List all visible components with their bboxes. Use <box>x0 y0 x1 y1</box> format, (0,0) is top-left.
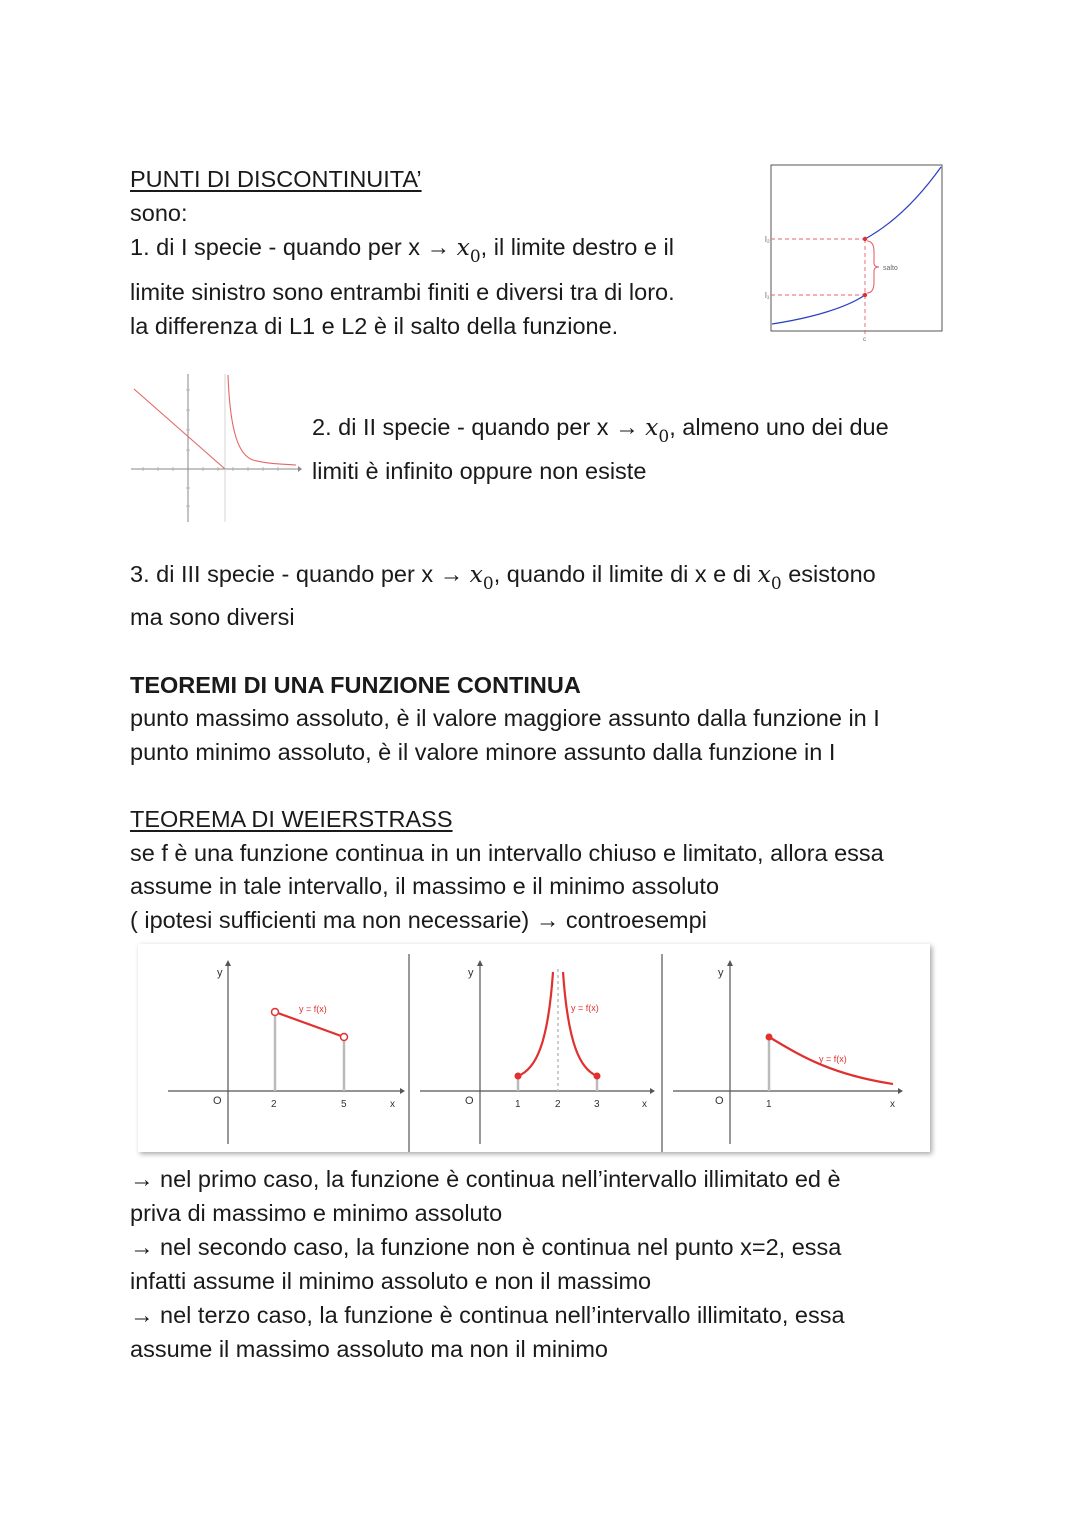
tick-1: 1 <box>515 1099 521 1110</box>
y-axis-label: y <box>468 967 474 979</box>
counterexample-graphs <box>138 944 930 1152</box>
item3-line2: ma sono diversi <box>130 604 295 630</box>
item2-line2: limiti è infinito oppure non esiste <box>312 458 647 484</box>
min-definition: punto minimo assoluto, è il valore minore assunto dalla funzione in I <box>130 739 836 765</box>
jump-discontinuity-figure <box>756 160 951 345</box>
y-axis-label: y <box>718 967 724 979</box>
tick-5: 5 <box>341 1099 347 1110</box>
item1-line1: 1. di I specie - quando per $x \to x_0$, il limite destro e il <box>130 233 674 267</box>
intro-text: sono: <box>130 200 188 226</box>
second-kind-figure <box>128 370 303 530</box>
tick-2: 2 <box>271 1099 277 1110</box>
note-2-line2: infatti assume il minimo assoluto e non il massimo <box>130 1268 652 1294</box>
x-axis-label: x <box>390 1099 395 1110</box>
tick-2: 2 <box>555 1099 561 1110</box>
function-label: y = f(x) <box>299 1004 327 1014</box>
item1-line3: la differenza di L1 e L2 è il salto della funzione. <box>130 313 619 339</box>
item2-line1: 2. di II specie - quando per $x \to x_0$, almeno uno dei due <box>312 413 889 447</box>
weierstrass-line1: se f è una funzione continua in un intervallo chiuso e limitato, allora essa <box>130 840 884 866</box>
salto-label: salto <box>883 265 898 272</box>
l1-label: l₁ <box>765 291 770 300</box>
discontinuity-heading: PUNTI DI DISCONTINUITA’ <box>130 166 422 192</box>
note-1-line2: priva di massimo e minimo assoluto <box>130 1200 503 1226</box>
tick-1: 1 <box>766 1099 772 1110</box>
continuous-theorems-heading: TEOREMI DI UNA FUNZIONE CONTINUA <box>130 672 581 698</box>
tick-3: 3 <box>594 1099 600 1110</box>
graph-panel-2 <box>420 960 655 1144</box>
note-3-line2: assume il massimo assoluto ma non il minimo <box>130 1336 608 1362</box>
graph-panel-3 <box>673 960 903 1144</box>
l2-label: l₂ <box>765 235 770 244</box>
function-label: y = f(x) <box>571 1003 599 1013</box>
graph-panel-1 <box>168 960 405 1144</box>
weierstrass-line2: assume in tale intervallo, il massimo e il minimo assoluto <box>130 873 720 899</box>
item1-line2: limite sinistro sono entrambi finiti e diversi tra di loro. <box>130 279 675 305</box>
weierstrass-heading: TEOREMA DI WEIERSTRASS <box>130 806 453 832</box>
origin-label: O <box>715 1095 724 1107</box>
note-2-line1: → nel secondo caso, la funzione non è continua nel punto x=2, essa <box>130 1234 842 1260</box>
c-label: c <box>863 337 866 343</box>
note-1-line1: → nel primo caso, la funzione è continua nell’intervallo illimitato ed è <box>130 1166 841 1192</box>
function-label: y = f(x) <box>819 1054 847 1064</box>
max-definition: punto massimo assoluto, è il valore maggiore assunto dalla funzione in I <box>130 705 880 731</box>
item3-line1: 3. di III specie - quando per $x \to x_0$, quando il limite di x e di $x_0$ esistono <box>130 560 876 594</box>
x-axis-label: x <box>642 1099 647 1110</box>
y-axis-label: y <box>217 967 223 979</box>
note-3-line1: → nel terzo caso, la funzione è continua nell’intervallo illimitato, essa <box>130 1302 845 1328</box>
x-axis-label: x <box>890 1099 895 1110</box>
origin-label: O <box>213 1095 222 1107</box>
origin-label: O <box>465 1095 474 1107</box>
weierstrass-line3: ( ipotesi sufficienti ma non necessarie) → controesempi <box>130 907 707 933</box>
